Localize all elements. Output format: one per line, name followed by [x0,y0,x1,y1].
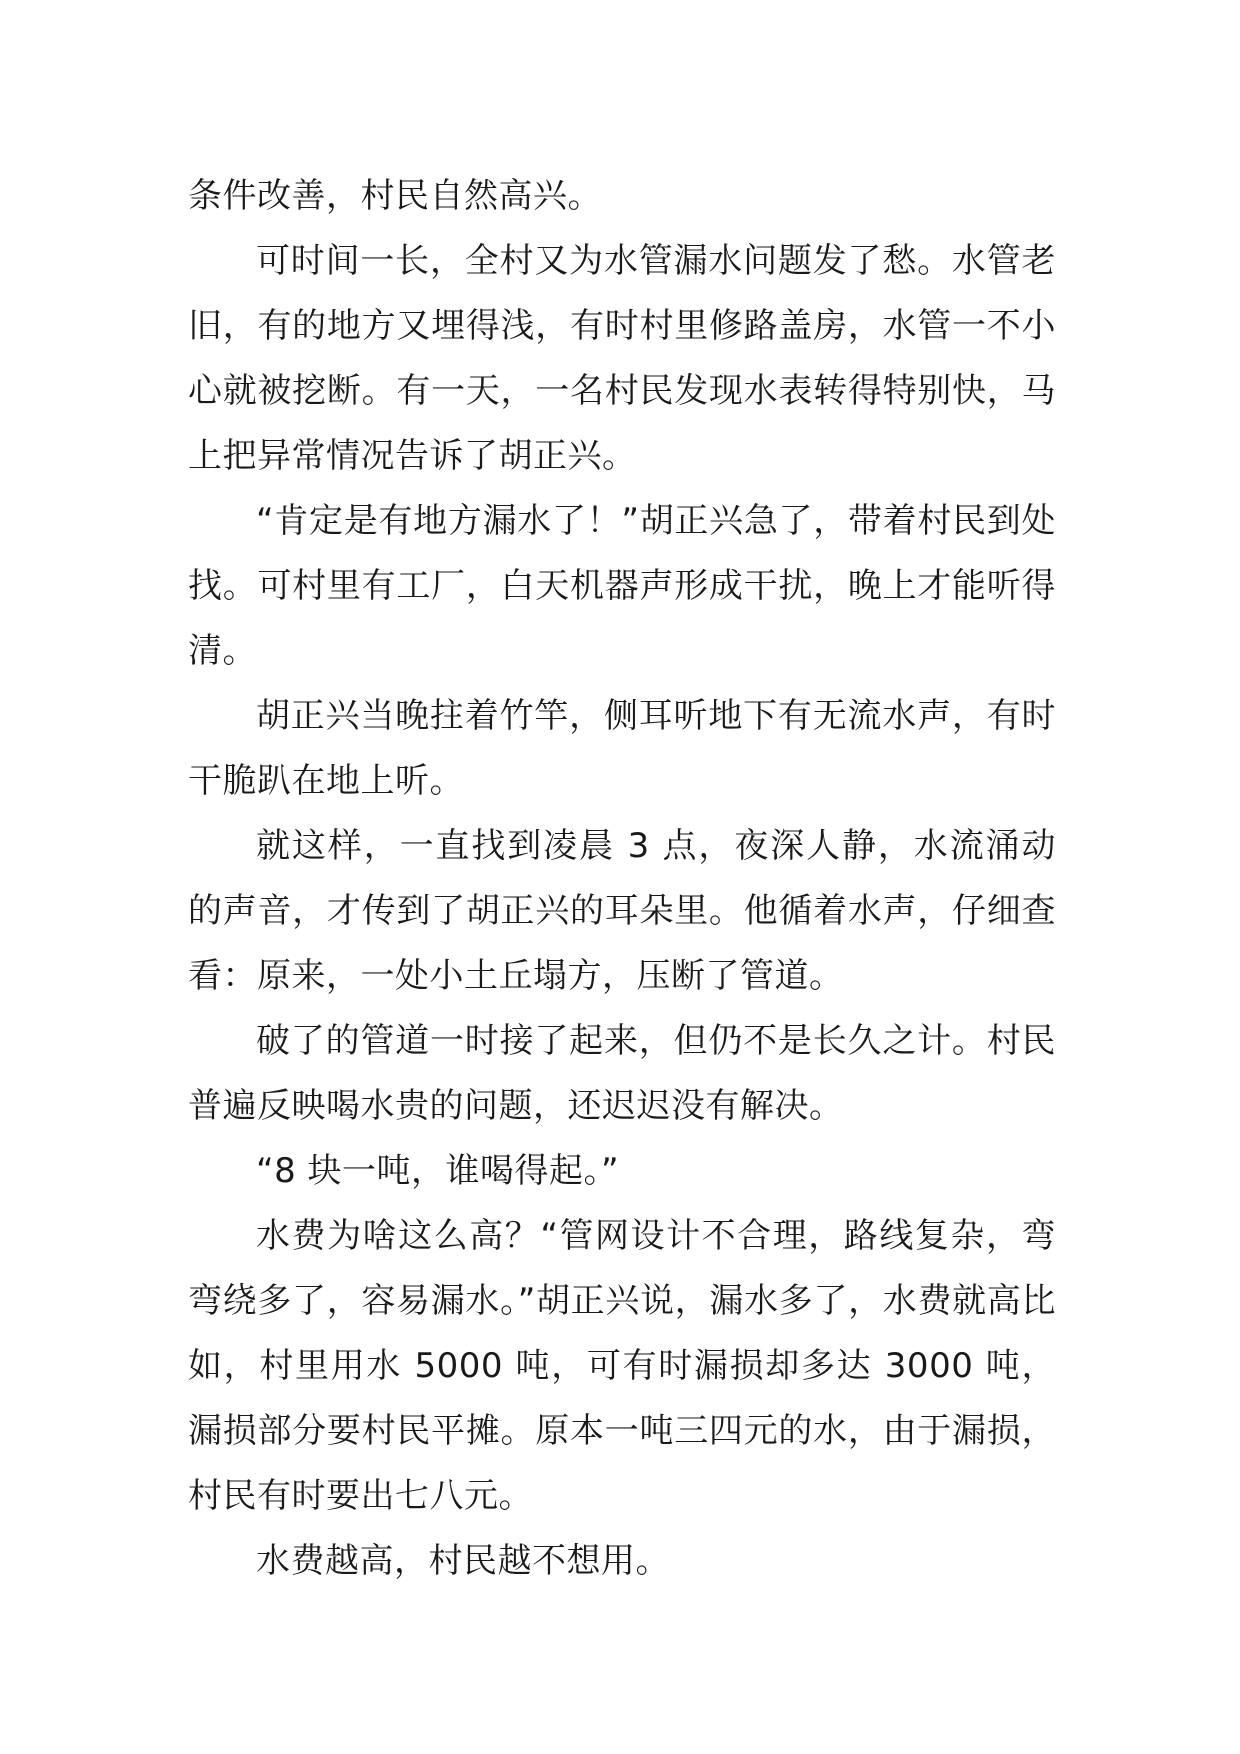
paragraph-9: 水费越高，村民越不想用。 [256,1541,670,1581]
paragraph-4: 胡正兴当晚拄着竹竿，侧耳听地下有无流水声，有时干脆趴在地上听。 [188,696,1056,801]
paragraph-7: “8 块一吨，谁喝得起。” [256,1151,620,1191]
paragraph-5: 就这样，一直找到凌晨 3 点，夜深人静，水流涌动的声音，才传到了胡正兴的耳朵里。他循着水声，仔细查看：原来，一处小土丘塌方，压断了管道。 [188,826,1056,996]
paragraph-2: 可时间一长，全村又为水管漏水问题发了愁。水管老旧，有的地方又埋得浅，有时村里修路盖房，水管一不小心就被挖断。有一天，一名村民发现水表转得特别快，马上把异常情况告诉了胡正兴。 [188,241,1056,476]
document-body [188,164,1056,1594]
paragraph-6: 破了的管道一时接了起来，但仍不是长久之计。村民普遍反映喝水贵的问题，还迟迟没有解决。 [188,1021,1056,1126]
paragraph-8: 水费为啥这么高？“管网设计不合理，路线复杂，弯弯绕多了，容易漏水。”胡正兴说，漏水多了，水费就高比如，村里用水 5000 吨，可有时漏损却多达 3000 吨，漏损部分要村民平摊。原本一吨三四元的水，由于漏损，村民有时要出七八元。 [188,1216,1056,1516]
paragraph-1: 条件改善，村民自然高兴。 [188,176,602,216]
paragraph-3: “肯定是有地方漏水了！”胡正兴急了，带着村民到处找。可村里有工厂，白天机器声形成干扰，晚上才能听得清。 [188,501,1056,671]
